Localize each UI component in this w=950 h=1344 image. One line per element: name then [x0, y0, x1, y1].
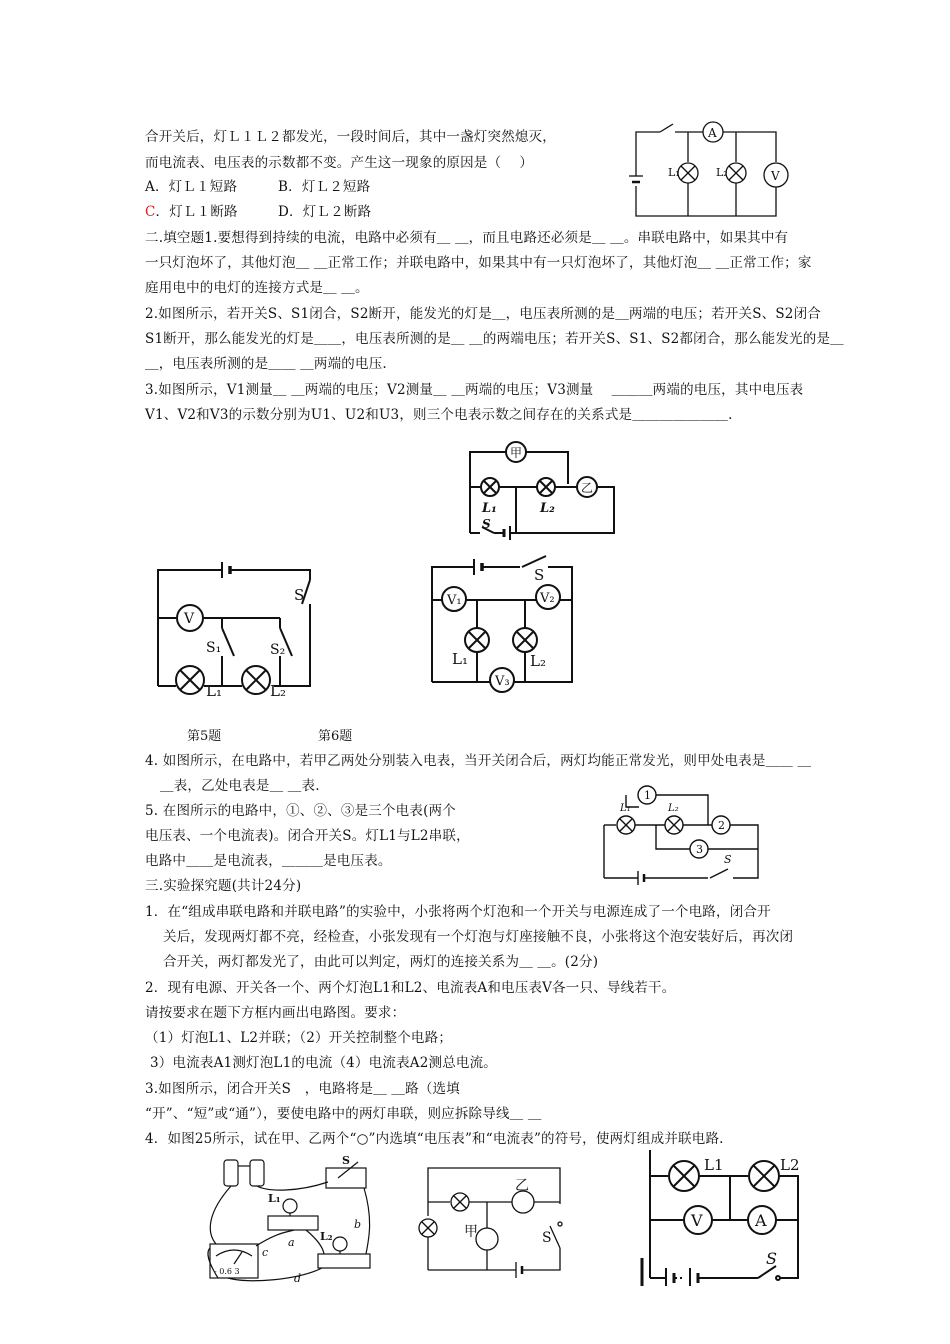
v3-label: V₃ — [495, 674, 510, 689]
lamp1-label: L₁ — [620, 803, 631, 814]
exp-q1-line-3: 合开关，两灯都发光了，由此可以判定，两灯的连接关系为＿ ＿。(2分) — [163, 954, 599, 970]
top-question-line-2: 而电流表、电压表的示数都不变。产生这一现象的原因是（ ） — [145, 155, 534, 171]
fill-q3-line-2: V1、V2和V3的示数分别为U1、U2和U3，则三个电表示数之间存在的关系式是＿＿＿＿＿＿＿. — [145, 407, 733, 423]
fill-q4-line-2: ＿表，乙处电表是＿ ＿表. — [160, 778, 320, 794]
option-b: B．灯Ｌ２短路 — [278, 179, 371, 195]
wire-d-label: d — [294, 1272, 302, 1285]
switch-label: S — [534, 566, 545, 584]
yi-label: 乙 — [515, 1178, 529, 1194]
lamp2-label: L₂ — [530, 652, 546, 670]
switch-label: S — [342, 1154, 350, 1167]
voltmeter-label: V — [184, 611, 195, 627]
fill-q2-line-3: ＿，电压表所测的是＿＿ ＿两端的电压. — [145, 356, 387, 372]
s2-label: S₂ — [270, 642, 286, 658]
lamp1-label: L1 — [704, 1156, 724, 1174]
physical-circuit-figure — [198, 1152, 380, 1287]
jia-label: 甲 — [464, 1224, 478, 1240]
wire-c-label: c — [262, 1246, 269, 1259]
top-question-line-1: 合开关后，灯Ｌ１Ｌ２都发光，一段时间后，其中一盏灯突然熄灭， — [145, 129, 556, 145]
fig5-caption: 第5题 — [187, 729, 222, 744]
fig5-circuit — [150, 558, 325, 698]
exp-heading: 三.实验探究题(共计24分) — [145, 878, 302, 894]
exp-q1-line-2: 关后，发现两灯都不亮，经检查，小张发现有一个灯泡与灯座接触不良，小张将这个泡安装好后，再次闭 — [163, 929, 794, 945]
lamp2-label: L₂ — [716, 166, 728, 179]
exp-q2-line-4: 3）电流表A1测灯泡L1的电流（4）电流表A2测总电流。 — [150, 1055, 498, 1071]
option-c — [145, 203, 238, 221]
meter-1-label: 1 — [644, 789, 651, 802]
lamp2-label: L₂ — [270, 682, 286, 700]
fig6-caption: 第6题 — [318, 729, 353, 744]
switch-label: S — [724, 853, 732, 866]
voltmeter-label: V — [771, 169, 780, 183]
exp-q2-line-1: 2．现有电源、开关各一个、两个灯泡L1和L2、电流表A和电压表V各一只、导线若干。 — [145, 980, 676, 996]
v2-label: V₂ — [540, 591, 555, 606]
fill-q2-line-2: S1断开，那么能发光的灯是＿＿，电压表所测的是＿ ＿的两端电压；若开关S、S1、S2都闭合，那么能发光的是＿ — [145, 331, 844, 347]
jia-label: 甲 — [510, 446, 523, 460]
lamp2-label: L₂ — [540, 501, 555, 516]
fill-q4-line-1: 4. 如图所示，在电路中，若甲乙两处分别装入电表，当开关闭合后，两灯均能正常发光，则甲处电表是＿＿ ＿ — [145, 753, 812, 769]
fill-q3-line-1: 3.如图所示，V1测量＿ ＿两端的电压；V2测量＿ ＿两端的电压；V3测量 ＿＿＿两端的电压，其中电压表 — [145, 382, 804, 398]
lamp2-label: L₂ — [320, 1230, 333, 1243]
option-c-letter: C — [145, 204, 156, 220]
exp-q4-line-1: 4．如图25所示，试在甲、乙两个“○”内选填“电压表”和“电流表”的符号，使两灯组成并联电路. — [145, 1131, 724, 1147]
lamp2-label: L₂ — [668, 803, 679, 814]
wire-b-label: b — [354, 1218, 362, 1231]
lamp1-label: L₁ — [668, 166, 680, 179]
switch-label: S — [542, 1230, 552, 1246]
exp-q2-line-2: 请按要求在题下方框内画出电路图。要求： — [145, 1005, 406, 1021]
ammeter-label: A — [708, 126, 717, 140]
fill-q5-line-3: 电路中＿＿是电流表，＿＿＿是电压表。 — [145, 853, 392, 869]
voltmeter-label: V — [691, 1211, 703, 1230]
fill-q5-line-2: 电压表、一个电流表)。闭合开关S。灯L1与L2串联， — [145, 828, 470, 844]
fill-q2-line-1: 2.如图所示，若开关S、S1闭合，S2断开，能发光的灯是＿，电压表所测的是＿两端的电压；若开关S、S2闭合 — [145, 306, 821, 322]
option-a: A．灯Ｌ１短路 — [145, 179, 238, 195]
exp-q2-line-3: （1）灯泡L1、L2并联；（2）开关控制整个电路； — [145, 1030, 453, 1046]
option-c-text: ．灯Ｌ１断路 — [155, 204, 238, 220]
fill-q1-line-3: 庭用电中的电灯的连接方式是＿ ＿。 — [145, 280, 369, 296]
bottom-mid-circuit-figure — [412, 1160, 570, 1282]
jia-yi-circuit-figure — [460, 440, 620, 540]
switch-label: S — [766, 1249, 777, 1268]
meters-circuit-figure — [598, 783, 763, 888]
lamp1-label: L₁ — [452, 650, 468, 668]
lamp1-label: L₁ — [206, 682, 222, 700]
s1-label: S₁ — [206, 640, 222, 656]
switch-label: S — [482, 517, 491, 531]
fill-q5-line-1: 5. 在图所示的电路中，①、②、③是三个电表(两个 — [145, 803, 456, 819]
top-circuit-figure — [628, 118, 798, 220]
exp-q1-line-1: 1．在“组成串联电路和并联电路”的实验中，小张将两个灯泡和一个开关与电源连成了一个电路，闭合开 — [145, 904, 771, 920]
lamp2-label: L2 — [780, 1156, 800, 1174]
bottom-right-circuit-figure — [640, 1148, 808, 1288]
fig6-circuit — [424, 552, 579, 697]
fill-q1-line-1: 二.填空题1.要想得到持续的电流，电路中必须有＿ ＿，而且电路还必须是＿ ＿。串联电路中，如果其中有 — [145, 230, 789, 246]
meter-3-label: 3 — [696, 843, 703, 856]
wire-a-label: a — [288, 1236, 295, 1249]
meter-2-label: 2 — [718, 819, 725, 832]
exp-q3-line-2: “开”、“短”或“通”），要使电路中的两灯串联，则应拆除导线＿ ＿ — [145, 1106, 542, 1122]
lamp1-label: L₁ — [268, 1192, 281, 1205]
meter-scale-label: - 0.6 3 — [214, 1267, 240, 1276]
option-d: D．灯Ｌ２断路 — [278, 204, 372, 220]
switch-label: S — [294, 586, 305, 604]
exp-q3-line-1: 3.如图所示，闭合开关S ，电路将是＿ ＿路（选填 — [145, 1081, 460, 1097]
lamp1-label: L₁ — [482, 501, 497, 516]
v1-label: V₁ — [447, 593, 462, 608]
fill-q1-line-2: 一只灯泡坏了，其他灯泡＿ ＿正常工作；并联电路中，如果其中有一只灯泡坏了，其他灯泡＿ ＿正常工作；家 — [145, 255, 812, 271]
yi-label: 乙 — [581, 481, 594, 495]
ammeter-label: A — [755, 1211, 767, 1230]
